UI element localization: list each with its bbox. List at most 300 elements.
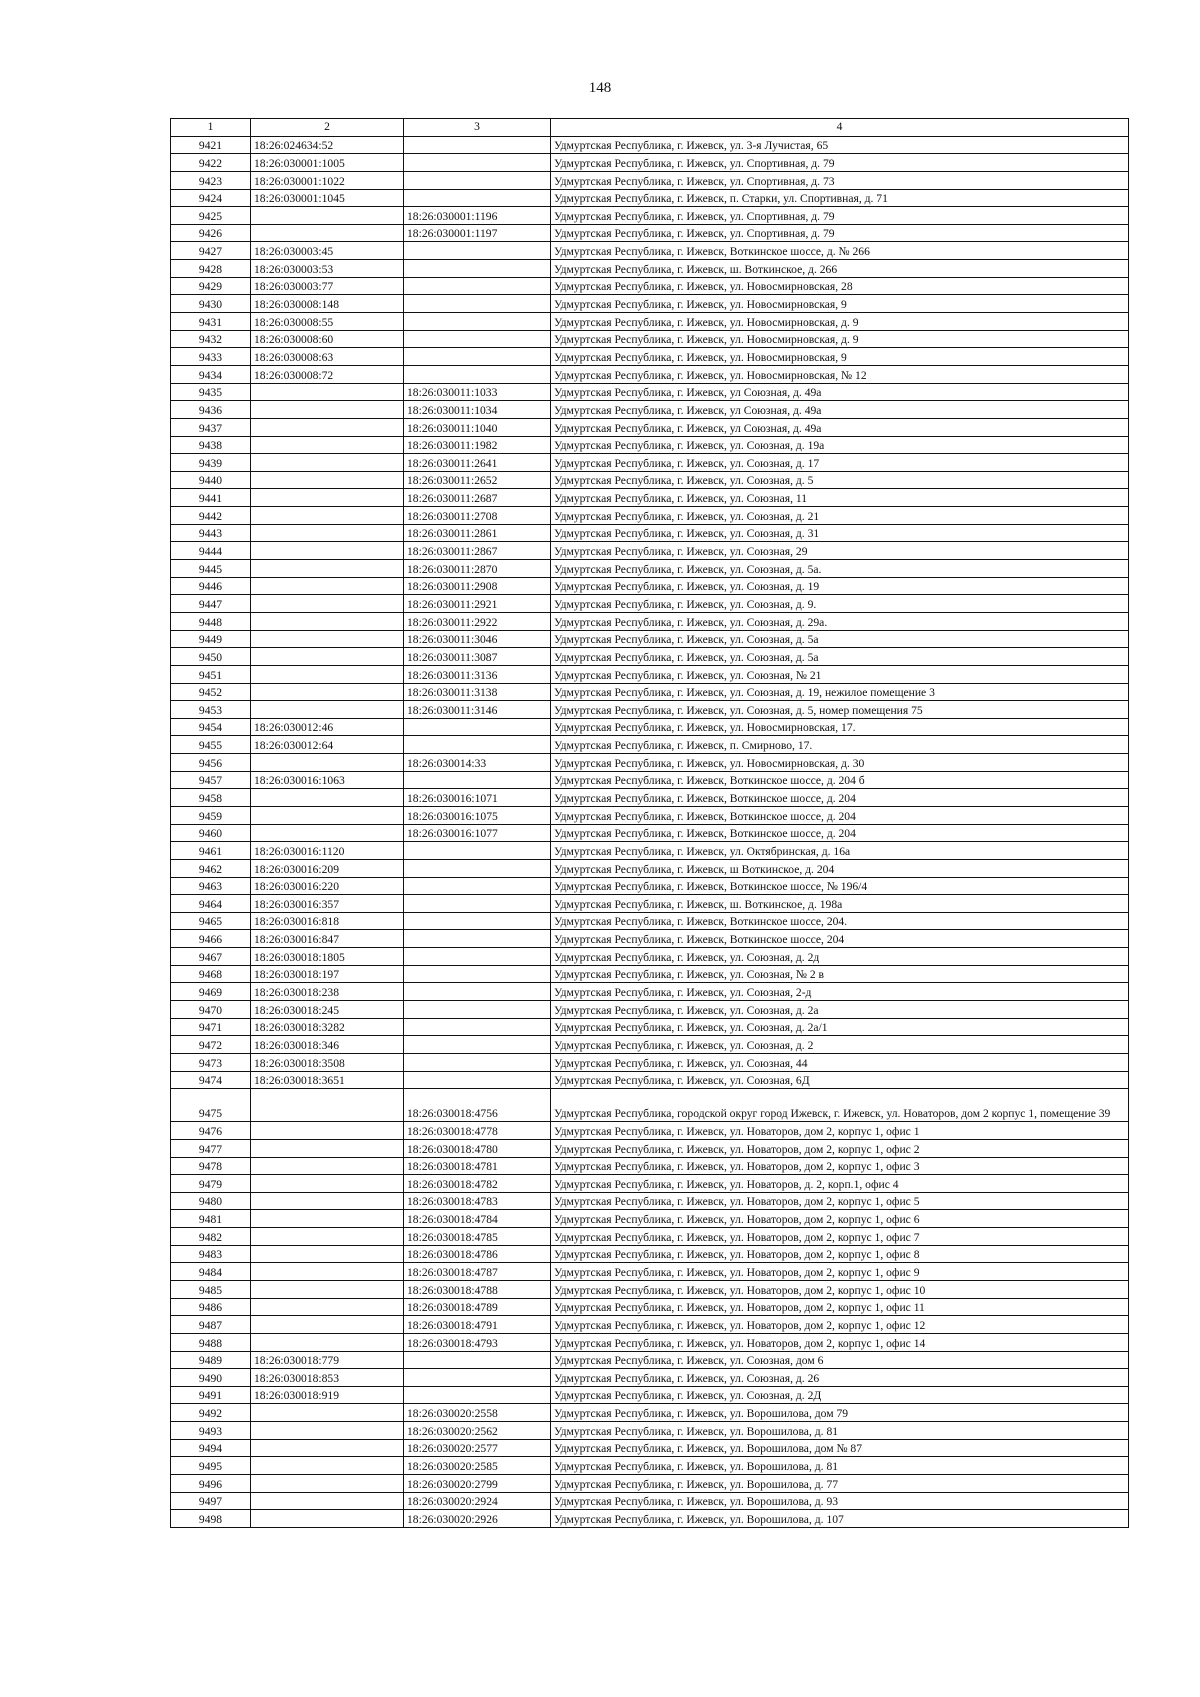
cadastral-number-cell: 18:26:030016:847 xyxy=(251,930,404,948)
row-number-cell: 9494 xyxy=(171,1439,251,1457)
row-number-cell: 9430 xyxy=(171,295,251,313)
cadastral-number-cell xyxy=(251,1422,404,1440)
alt-cadastral-number-cell xyxy=(404,365,551,383)
table-row xyxy=(171,736,1129,754)
table-row xyxy=(171,1089,1129,1122)
table-row xyxy=(171,1422,1129,1440)
cadastral-number-cell: 18:26:030008:72 xyxy=(251,365,404,383)
row-number-cell: 9423 xyxy=(171,171,251,189)
address-cell: Удмуртская Республика, г. Ижевск, ул Союзная, д. 49а xyxy=(551,401,1129,419)
address-cell: Удмуртская Республика, г. Ижевск, ул. Новосмирновская, 9 xyxy=(551,295,1129,313)
row-number-cell: 9439 xyxy=(171,454,251,472)
alt-cadastral-number-cell xyxy=(404,1001,551,1019)
alt-cadastral-number-cell xyxy=(404,1369,551,1387)
cadastral-number-cell: 18:26:030018:3282 xyxy=(251,1018,404,1036)
row-number-cell: 9491 xyxy=(171,1386,251,1404)
address-cell: Удмуртская Республика, г. Ижевск, ул. Новосмирновская, д. 9 xyxy=(551,313,1129,331)
row-number-cell: 9481 xyxy=(171,1210,251,1228)
address-cell: Удмуртская Республика, г. Ижевск, ул. Новаторов, дом 2, корпус 1, офис 9 xyxy=(551,1263,1129,1281)
row-number-cell: 9464 xyxy=(171,895,251,913)
cadastral-number-cell: 18:26:030016:209 xyxy=(251,859,404,877)
table-row xyxy=(171,754,1129,772)
cadastral-number-cell xyxy=(251,1333,404,1351)
address-cell: Удмуртская Республика, г. Ижевск, Воткинское шоссе, д. 204 xyxy=(551,789,1129,807)
address-cell: Удмуртская Республика, г. Ижевск, ул. Новаторов, дом 2, корпус 1, офис 7 xyxy=(551,1228,1129,1246)
alt-cadastral-number-cell xyxy=(404,171,551,189)
alt-cadastral-number-cell: 18:26:030018:4778 xyxy=(404,1122,551,1140)
cadastral-number-cell: 18:26:030012:46 xyxy=(251,718,404,736)
cadastral-number-cell: 18:26:030018:1805 xyxy=(251,948,404,966)
table-row xyxy=(171,189,1129,207)
row-number-cell: 9466 xyxy=(171,930,251,948)
alt-cadastral-number-cell: 18:26:030011:2652 xyxy=(404,471,551,489)
row-number-cell: 9472 xyxy=(171,1036,251,1054)
address-cell: Удмуртская Республика, г. Ижевск, ул. Новосмирновская, № 12 xyxy=(551,365,1129,383)
row-number-cell: 9447 xyxy=(171,595,251,613)
table-row xyxy=(171,683,1129,701)
alt-cadastral-number-cell xyxy=(404,136,551,154)
table-row xyxy=(171,842,1129,860)
alt-cadastral-number-cell xyxy=(404,277,551,295)
cadastral-number-cell xyxy=(251,524,404,542)
table-row xyxy=(171,1228,1129,1246)
cadastral-number-cell xyxy=(251,1157,404,1175)
row-number-cell: 9459 xyxy=(171,806,251,824)
alt-cadastral-number-cell: 18:26:030018:4785 xyxy=(404,1228,551,1246)
address-cell: Удмуртская Республика, г. Ижевск, ул. Спортивная, д. 79 xyxy=(551,207,1129,225)
address-cell: Удмуртская Республика, г. Ижевск, ул. Новаторов, дом 2, корпус 1, офис 10 xyxy=(551,1281,1129,1299)
alt-cadastral-number-cell xyxy=(404,348,551,366)
table-row xyxy=(171,524,1129,542)
table-row xyxy=(171,1475,1129,1493)
table-row xyxy=(171,612,1129,630)
address-cell: Удмуртская Республика, г. Ижевск, п. Старки, ул. Спортивная, д. 71 xyxy=(551,189,1129,207)
cadastral-number-cell xyxy=(251,542,404,560)
column-header-4: 4 xyxy=(551,119,1129,137)
alt-cadastral-number-cell: 18:26:030018:4791 xyxy=(404,1316,551,1334)
row-number-cell: 9454 xyxy=(171,718,251,736)
cadastral-number-cell xyxy=(251,471,404,489)
cadastral-number-cell: 18:26:030016:1063 xyxy=(251,771,404,789)
table-row xyxy=(171,560,1129,578)
address-cell: Удмуртская Республика, г. Ижевск, ул. Союзная, 29 xyxy=(551,542,1129,560)
cadastral-number-cell: 18:26:030018:346 xyxy=(251,1036,404,1054)
alt-cadastral-number-cell: 18:26:030014:33 xyxy=(404,754,551,772)
alt-cadastral-number-cell: 18:26:030020:2558 xyxy=(404,1404,551,1422)
cadastral-number-cell xyxy=(251,1457,404,1475)
cadastral-number-cell: 18:26:030001:1022 xyxy=(251,171,404,189)
row-number-cell: 9492 xyxy=(171,1404,251,1422)
cadastral-number-cell: 18:26:030008:55 xyxy=(251,313,404,331)
alt-cadastral-number-cell: 18:26:030016:1075 xyxy=(404,806,551,824)
table-row xyxy=(171,277,1129,295)
table-row xyxy=(171,1369,1129,1387)
table-row xyxy=(171,1001,1129,1019)
cadastral-number-cell xyxy=(251,577,404,595)
row-number-cell: 9421 xyxy=(171,136,251,154)
alt-cadastral-number-cell xyxy=(404,965,551,983)
alt-cadastral-number-cell xyxy=(404,1386,551,1404)
table-row xyxy=(171,154,1129,172)
table-row xyxy=(171,542,1129,560)
table-row xyxy=(171,1386,1129,1404)
alt-cadastral-number-cell: 18:26:030020:2585 xyxy=(404,1457,551,1475)
address-cell: Удмуртская Республика, г. Ижевск, Воткинское шоссе, № 196/4 xyxy=(551,877,1129,895)
row-number-cell: 9489 xyxy=(171,1351,251,1369)
cadastral-number-cell xyxy=(251,1510,404,1528)
address-cell: Удмуртская Республика, г. Ижевск, ул. Союзная, д. 19 xyxy=(551,577,1129,595)
row-number-cell: 9433 xyxy=(171,348,251,366)
row-number-cell: 9448 xyxy=(171,612,251,630)
alt-cadastral-number-cell: 18:26:030020:2562 xyxy=(404,1422,551,1440)
alt-cadastral-number-cell xyxy=(404,154,551,172)
row-number-cell: 9483 xyxy=(171,1245,251,1263)
table-row xyxy=(171,1298,1129,1316)
cadastral-number-cell xyxy=(251,648,404,666)
alt-cadastral-number-cell: 18:26:030018:4756 xyxy=(404,1089,551,1122)
table-row xyxy=(171,1036,1129,1054)
table-row xyxy=(171,348,1129,366)
row-number-cell: 9424 xyxy=(171,189,251,207)
alt-cadastral-number-cell: 18:26:030011:2867 xyxy=(404,542,551,560)
address-cell: Удмуртская Республика, г. Ижевск, ул. Новосмирновская, д. 30 xyxy=(551,754,1129,772)
row-number-cell: 9468 xyxy=(171,965,251,983)
address-cell: Удмуртская Республика, г. Ижевск, ул. Ворошилова, д. 81 xyxy=(551,1457,1129,1475)
row-number-cell: 9487 xyxy=(171,1316,251,1334)
alt-cadastral-number-cell: 18:26:030011:1034 xyxy=(404,401,551,419)
row-number-cell: 9482 xyxy=(171,1228,251,1246)
cadastral-number-cell xyxy=(251,1175,404,1193)
alt-cadastral-number-cell: 18:26:030018:4782 xyxy=(404,1175,551,1193)
cadastral-number-cell: 18:26:030018:3508 xyxy=(251,1053,404,1071)
address-cell: Удмуртская Республика, г. Ижевск, ул. Союзная, д. 5а xyxy=(551,648,1129,666)
address-cell: Удмуртская Республика, г. Ижевск, ул Союзная, д. 49а xyxy=(551,418,1129,436)
cadastral-number-cell xyxy=(251,507,404,525)
alt-cadastral-number-cell xyxy=(404,912,551,930)
cadastral-number-cell xyxy=(251,1139,404,1157)
alt-cadastral-number-cell: 18:26:030018:4784 xyxy=(404,1210,551,1228)
address-cell: Удмуртская Республика, г. Ижевск, ул. Спортивная, д. 79 xyxy=(551,224,1129,242)
address-cell: Удмуртская Республика, г. Ижевск, ул. Союзная, № 21 xyxy=(551,665,1129,683)
cadastral-number-cell: 18:26:030003:77 xyxy=(251,277,404,295)
row-number-cell: 9493 xyxy=(171,1422,251,1440)
address-cell: Удмуртская Республика, г. Ижевск, ш. Воткинское, д. 198а xyxy=(551,895,1129,913)
row-number-cell: 9457 xyxy=(171,771,251,789)
row-number-cell: 9441 xyxy=(171,489,251,507)
table-row xyxy=(171,859,1129,877)
cadastral-number-cell: 18:26:030016:357 xyxy=(251,895,404,913)
cadastral-number-cell xyxy=(251,701,404,719)
cadastral-number-cell xyxy=(251,595,404,613)
address-cell: Удмуртская Республика, г. Ижевск, Воткинское шоссе, д. 204 б xyxy=(551,771,1129,789)
address-cell: Удмуртская Республика, г. Ижевск, ул. 3-я Лучистая, 65 xyxy=(551,136,1129,154)
table-row xyxy=(171,330,1129,348)
row-number-cell: 9470 xyxy=(171,1001,251,1019)
address-cell: Удмуртская Республика, г. Ижевск, ул. Новосмирновская, 9 xyxy=(551,348,1129,366)
cadastral-number-cell xyxy=(251,1263,404,1281)
address-cell: Удмуртская Республика, г. Ижевск, ул. Новаторов, дом 2, корпус 1, офис 5 xyxy=(551,1192,1129,1210)
alt-cadastral-number-cell xyxy=(404,877,551,895)
cadastral-number-cell: 18:26:030016:818 xyxy=(251,912,404,930)
alt-cadastral-number-cell xyxy=(404,260,551,278)
address-cell: Удмуртская Республика, г. Ижевск, ул. Союзная, д. 2а/1 xyxy=(551,1018,1129,1036)
address-cell: Удмуртская Республика, г. Ижевск, ул. Новаторов, дом 2, корпус 1, офис 8 xyxy=(551,1245,1129,1263)
alt-cadastral-number-cell: 18:26:030020:2926 xyxy=(404,1510,551,1528)
cadastral-number-cell: 18:26:030003:53 xyxy=(251,260,404,278)
alt-cadastral-number-cell xyxy=(404,1053,551,1071)
table-row xyxy=(171,648,1129,666)
cadastral-number-cell xyxy=(251,436,404,454)
table-row xyxy=(171,224,1129,242)
row-number-cell: 9463 xyxy=(171,877,251,895)
cadastral-number-cell: 18:26:030012:64 xyxy=(251,736,404,754)
table-row xyxy=(171,454,1129,472)
address-cell: Удмуртская Республика, г. Ижевск, ул. Союзная, д. 2а xyxy=(551,1001,1129,1019)
row-number-cell: 9495 xyxy=(171,1457,251,1475)
table-row xyxy=(171,1210,1129,1228)
row-number-cell: 9458 xyxy=(171,789,251,807)
table-row xyxy=(171,242,1129,260)
cadastral-number-cell xyxy=(251,1404,404,1422)
alt-cadastral-number-cell xyxy=(404,313,551,331)
table-row xyxy=(171,595,1129,613)
row-number-cell: 9473 xyxy=(171,1053,251,1071)
cadastral-number-cell: 18:26:030016:220 xyxy=(251,877,404,895)
address-cell: Удмуртская Республика, г. Ижевск, ул. Спортивная, д. 79 xyxy=(551,154,1129,172)
cadastral-number-cell xyxy=(251,806,404,824)
cadastral-number-cell xyxy=(251,454,404,472)
table-row xyxy=(171,930,1129,948)
alt-cadastral-number-cell: 18:26:030001:1197 xyxy=(404,224,551,242)
cadastral-number-cell xyxy=(251,754,404,772)
alt-cadastral-number-cell: 18:26:030018:4783 xyxy=(404,1192,551,1210)
table-row xyxy=(171,1071,1129,1089)
table-row xyxy=(171,1122,1129,1140)
row-number-cell: 9428 xyxy=(171,260,251,278)
row-number-cell: 9498 xyxy=(171,1510,251,1528)
address-cell: Удмуртская Республика, г. Ижевск, ул. Новаторов, дом 2, корпус 1, офис 6 xyxy=(551,1210,1129,1228)
row-number-cell: 9453 xyxy=(171,701,251,719)
row-number-cell: 9477 xyxy=(171,1139,251,1157)
alt-cadastral-number-cell xyxy=(404,1351,551,1369)
alt-cadastral-number-cell: 18:26:030011:2922 xyxy=(404,612,551,630)
row-number-cell: 9478 xyxy=(171,1157,251,1175)
address-cell: Удмуртская Республика, г. Ижевск, ул. Спортивная, д. 73 xyxy=(551,171,1129,189)
address-cell: Удмуртская Республика, г. Ижевск, ш. Воткинское, д. 266 xyxy=(551,260,1129,278)
table-row xyxy=(171,260,1129,278)
table-row xyxy=(171,436,1129,454)
cadastral-number-cell xyxy=(251,665,404,683)
alt-cadastral-number-cell: 18:26:030001:1196 xyxy=(404,207,551,225)
address-cell: Удмуртская Республика, г. Ижевск, ул. Новаторов, дом 2, корпус 1, офис 14 xyxy=(551,1333,1129,1351)
row-number-cell: 9455 xyxy=(171,736,251,754)
table-row xyxy=(171,1439,1129,1457)
cadastral-number-cell xyxy=(251,1298,404,1316)
table-row xyxy=(171,295,1129,313)
cadastral-number-cell xyxy=(251,1228,404,1246)
cadastral-number-cell xyxy=(251,1492,404,1510)
address-cell: Удмуртская Республика, г. Ижевск, Воткинское шоссе, 204 xyxy=(551,930,1129,948)
address-cell: Удмуртская Республика, г. Ижевск, ул. Новосмирновская, 28 xyxy=(551,277,1129,295)
alt-cadastral-number-cell: 18:26:030011:2861 xyxy=(404,524,551,542)
table-row xyxy=(171,789,1129,807)
cadastral-number-cell xyxy=(251,489,404,507)
cadastral-number-cell: 18:26:030018:853 xyxy=(251,1369,404,1387)
alt-cadastral-number-cell xyxy=(404,1018,551,1036)
row-number-cell: 9442 xyxy=(171,507,251,525)
address-cell: Удмуртская Республика, г. Ижевск, ул. Союзная, д. 31 xyxy=(551,524,1129,542)
row-number-cell: 9426 xyxy=(171,224,251,242)
address-cell: Удмуртская Республика, г. Ижевск, ш Воткинское, д. 204 xyxy=(551,859,1129,877)
address-cell: Удмуртская Республика, г. Ижевск, ул. Союзная, д. 21 xyxy=(551,507,1129,525)
cadastral-number-cell: 18:26:030008:63 xyxy=(251,348,404,366)
alt-cadastral-number-cell: 18:26:030018:4781 xyxy=(404,1157,551,1175)
table-row xyxy=(171,1192,1129,1210)
row-number-cell: 9429 xyxy=(171,277,251,295)
table-row xyxy=(171,948,1129,966)
alt-cadastral-number-cell: 18:26:030020:2799 xyxy=(404,1475,551,1493)
row-number-cell: 9490 xyxy=(171,1369,251,1387)
address-cell: Удмуртская Республика, г. Ижевск, ул. Ворошилова, дом 79 xyxy=(551,1404,1129,1422)
alt-cadastral-number-cell xyxy=(404,718,551,736)
table-row xyxy=(171,207,1129,225)
address-cell: Удмуртская Республика, г. Ижевск, ул. Ворошилова, д. 77 xyxy=(551,1475,1129,1493)
table-row xyxy=(171,489,1129,507)
row-number-cell: 9471 xyxy=(171,1018,251,1036)
table-row xyxy=(171,1018,1129,1036)
address-cell: Удмуртская Республика, г. Ижевск, ул. Союзная, д. 9. xyxy=(551,595,1129,613)
table-row xyxy=(171,877,1129,895)
table-row xyxy=(171,718,1129,736)
alt-cadastral-number-cell: 18:26:030011:3087 xyxy=(404,648,551,666)
row-number-cell: 9469 xyxy=(171,983,251,1001)
row-number-cell: 9475 xyxy=(171,1089,251,1122)
address-cell: Удмуртская Республика, г. Ижевск, ул. Союзная, д. 5а xyxy=(551,630,1129,648)
row-number-cell: 9460 xyxy=(171,824,251,842)
alt-cadastral-number-cell xyxy=(404,295,551,313)
alt-cadastral-number-cell: 18:26:030011:3046 xyxy=(404,630,551,648)
cadastral-number-cell xyxy=(251,612,404,630)
cadastral-number-cell xyxy=(251,1192,404,1210)
cadastral-number-cell xyxy=(251,789,404,807)
row-number-cell: 9496 xyxy=(171,1475,251,1493)
row-number-cell: 9484 xyxy=(171,1263,251,1281)
table-row xyxy=(171,983,1129,1001)
cadastral-number-cell: 18:26:030003:45 xyxy=(251,242,404,260)
address-cell: Удмуртская Республика, г. Ижевск, ул. Новосмирновская, д. 9 xyxy=(551,330,1129,348)
alt-cadastral-number-cell xyxy=(404,242,551,260)
address-cell: Удмуртская Республика, г. Ижевск, ул. Союзная, 2-д xyxy=(551,983,1129,1001)
header-row xyxy=(171,119,1129,137)
cadastral-number-cell xyxy=(251,224,404,242)
address-cell: Удмуртская Республика, г. Ижевск, Воткинское шоссе, д. № 266 xyxy=(551,242,1129,260)
cadastral-number-cell: 18:26:030018:238 xyxy=(251,983,404,1001)
alt-cadastral-number-cell: 18:26:030018:4789 xyxy=(404,1298,551,1316)
cadastral-number-cell xyxy=(251,401,404,419)
row-number-cell: 9449 xyxy=(171,630,251,648)
address-cell: Удмуртская Республика, г. Ижевск, ул. Союзная, д. 2д xyxy=(551,948,1129,966)
alt-cadastral-number-cell: 18:26:030016:1071 xyxy=(404,789,551,807)
table-row xyxy=(171,912,1129,930)
address-cell: Удмуртская Республика, г. Ижевск, ул. Ворошилова, д. 107 xyxy=(551,1510,1129,1528)
alt-cadastral-number-cell: 18:26:030020:2577 xyxy=(404,1439,551,1457)
table-row xyxy=(171,471,1129,489)
alt-cadastral-number-cell: 18:26:030018:4787 xyxy=(404,1263,551,1281)
row-number-cell: 9476 xyxy=(171,1122,251,1140)
row-number-cell: 9465 xyxy=(171,912,251,930)
table-row xyxy=(171,1510,1129,1528)
cadastral-number-cell: 18:26:030001:1005 xyxy=(251,154,404,172)
cadastral-number-cell: 18:26:030008:60 xyxy=(251,330,404,348)
row-number-cell: 9436 xyxy=(171,401,251,419)
column-header-2: 2 xyxy=(251,119,404,137)
alt-cadastral-number-cell xyxy=(404,330,551,348)
cadastral-number-cell xyxy=(251,1122,404,1140)
row-number-cell: 9451 xyxy=(171,665,251,683)
address-cell: Удмуртская Республика, г. Ижевск, ул. Союзная, д. 2 xyxy=(551,1036,1129,1054)
table-row xyxy=(171,171,1129,189)
address-cell: Удмуртская Республика, г. Ижевск, ул. Новаторов, дом 2, корпус 1, офис 12 xyxy=(551,1316,1129,1334)
address-cell: Удмуртская Республика, г. Ижевск, ул. Ворошилова, дом № 87 xyxy=(551,1439,1129,1457)
row-number-cell: 9435 xyxy=(171,383,251,401)
table-row xyxy=(171,1333,1129,1351)
alt-cadastral-number-cell: 18:26:030011:2641 xyxy=(404,454,551,472)
row-number-cell: 9425 xyxy=(171,207,251,225)
registry-body xyxy=(171,136,1129,1527)
address-cell: Удмуртская Республика, г. Ижевск, п. Смирново, 17. xyxy=(551,736,1129,754)
address-cell: Удмуртская Республика, г. Ижевск, ул. Новаторов, дом 2, корпус 1, офис 2 xyxy=(551,1139,1129,1157)
alt-cadastral-number-cell: 18:26:030011:3138 xyxy=(404,683,551,701)
alt-cadastral-number-cell xyxy=(404,736,551,754)
alt-cadastral-number-cell: 18:26:030011:3146 xyxy=(404,701,551,719)
alt-cadastral-number-cell: 18:26:030011:2870 xyxy=(404,560,551,578)
row-number-cell: 9431 xyxy=(171,313,251,331)
alt-cadastral-number-cell: 18:26:030016:1077 xyxy=(404,824,551,842)
column-header-3: 3 xyxy=(404,119,551,137)
address-cell: Удмуртская Республика, г. Ижевск, ул. Союзная, 44 xyxy=(551,1053,1129,1071)
cadastral-number-cell: 18:26:030018:779 xyxy=(251,1351,404,1369)
table-row xyxy=(171,1263,1129,1281)
cadastral-number-cell: 18:26:030018:919 xyxy=(251,1386,404,1404)
table-row xyxy=(171,1404,1129,1422)
cadastral-number-cell xyxy=(251,418,404,436)
row-number-cell: 9488 xyxy=(171,1333,251,1351)
page-number: 148 xyxy=(588,80,612,96)
alt-cadastral-number-cell xyxy=(404,983,551,1001)
address-cell: Удмуртская Республика, г. Ижевск, ул. Союзная, д. 2Д xyxy=(551,1386,1129,1404)
row-number-cell: 9434 xyxy=(171,365,251,383)
address-cell: Удмуртская Республика, г. Ижевск, Воткинское шоссе, 204. xyxy=(551,912,1129,930)
alt-cadastral-number-cell: 18:26:030011:2687 xyxy=(404,489,551,507)
address-cell: Удмуртская Республика, г. Ижевск, ул. Союзная, 6Д xyxy=(551,1071,1129,1089)
address-cell: Удмуртская Республика, г. Ижевск, ул. Союзная, д. 19а xyxy=(551,436,1129,454)
row-number-cell: 9427 xyxy=(171,242,251,260)
address-cell: Удмуртская Республика, городской округ город Ижевск, г. Ижевск, ул. Новаторов, дом 2 корпус 1, помещение 39 xyxy=(551,1089,1129,1122)
alt-cadastral-number-cell: 18:26:030020:2924 xyxy=(404,1492,551,1510)
alt-cadastral-number-cell: 18:26:030018:4793 xyxy=(404,1333,551,1351)
table-row xyxy=(171,1281,1129,1299)
table-row xyxy=(171,418,1129,436)
address-cell: Удмуртская Республика, г. Ижевск, ул. Союзная, д. 5 xyxy=(551,471,1129,489)
alt-cadastral-number-cell: 18:26:030011:1982 xyxy=(404,436,551,454)
row-number-cell: 9432 xyxy=(171,330,251,348)
address-cell: Удмуртская Республика, г. Ижевск, ул. Союзная, д. 5, номер помещения 75 xyxy=(551,701,1129,719)
cadastral-number-cell xyxy=(251,1089,404,1122)
cadastral-number-cell: 18:26:024634:52 xyxy=(251,136,404,154)
address-cell: Удмуртская Республика, г. Ижевск, ул. Союзная, д. 17 xyxy=(551,454,1129,472)
alt-cadastral-number-cell xyxy=(404,895,551,913)
row-number-cell: 9456 xyxy=(171,754,251,772)
